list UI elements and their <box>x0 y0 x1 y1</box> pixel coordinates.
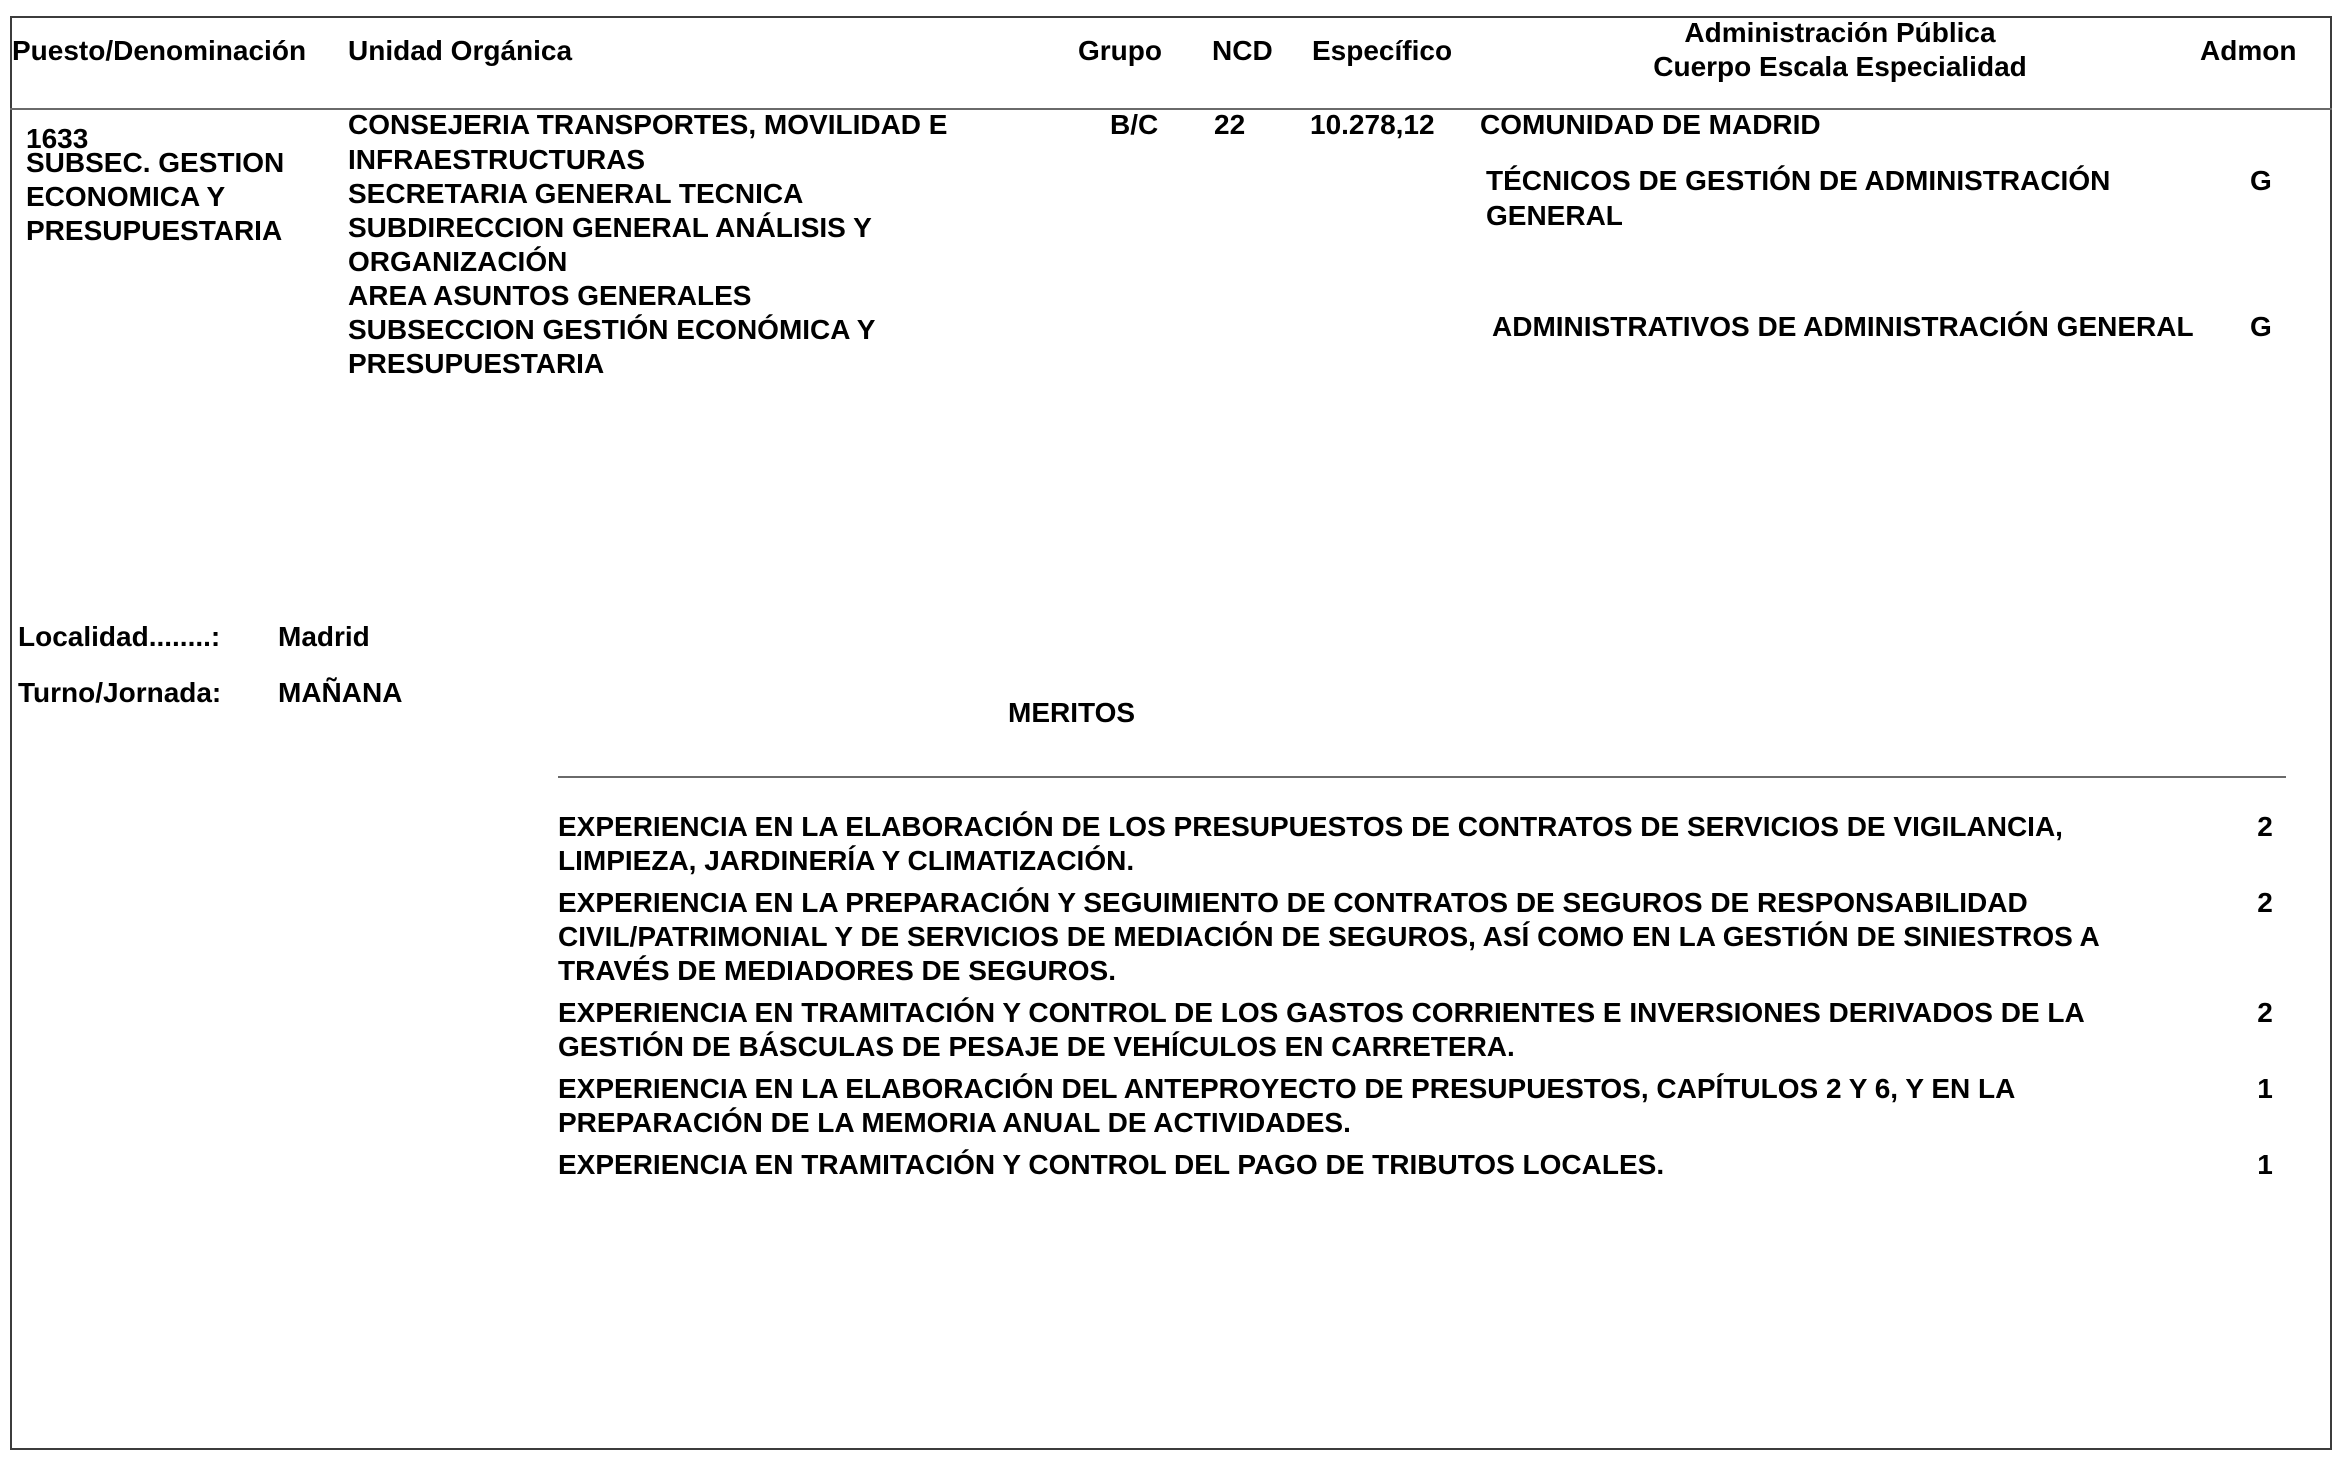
cuerpo-admon: G <box>2250 165 2272 196</box>
header-admin-line1: Administración Pública <box>1684 17 1996 48</box>
unidad-line: PRESUPUESTARIA <box>348 348 605 379</box>
merito-item-text: EXPERIENCIA EN LA PREPARACIÓN Y SEGUIMIENTO DE CONTRATOS DE SEGUROS DE RESPONSABILIDAD CIVIL/PATRIMONIAL Y DE SERVICIOS DE MEDIACIÓN DE SEGUROS, ASÍ COMO EN LA GESTIÓN DE SINIESTROS A TRAVÉS DE MEDIADORES DE SEGUROS. <box>558 887 2099 986</box>
turno-label: Turno/Jornada: <box>18 677 222 708</box>
cuerpo-admon: G <box>2250 311 2272 342</box>
unidad-line: CONSEJERIA TRANSPORTES, MOVILIDAD E <box>348 109 948 140</box>
merito-item-text: EXPERIENCIA EN TRAMITACIÓN Y CONTROL DE LOS GASTOS CORRIENTES E INVERSIONES DERIVADOS DE LA GESTIÓN DE BÁSCULAS DE PESAJE DE VEHÍCULOS EN CARRETERA. <box>558 997 2084 1062</box>
merito-item-text: EXPERIENCIA EN LA ELABORACIÓN DE LOS PRESUPUESTOS DE CONTRATOS DE SERVICIOS DE VIGILANCIA, LIMPIEZA, JARDINERÍA Y CLIMATIZACIÓN. <box>558 811 2063 876</box>
header-grupo: Grupo <box>1078 35 1162 66</box>
meritos-title: MERITOS <box>1008 697 1136 728</box>
grupo-value: B/C <box>1110 109 1159 140</box>
unidad-line: ORGANIZACIÓN <box>348 246 568 277</box>
meritos-divider <box>558 776 2286 778</box>
puesto-denominacion-line: SUBSEC. GESTION <box>26 147 285 178</box>
header-ncd: NCD <box>1212 35 1273 66</box>
header-admon: Admon <box>2200 35 2297 66</box>
puesto-denominacion-line: PRESUPUESTARIA <box>26 215 283 246</box>
merito-item-points: 2 <box>2257 887 2273 918</box>
merito-item-points: 1 <box>2257 1073 2273 1104</box>
merito-item-points: 1 <box>2257 1149 2273 1180</box>
unidad-line: SECRETARIA GENERAL TECNICA <box>348 178 804 209</box>
header-puesto: Puesto/Denominación <box>12 35 307 66</box>
localidad-value: Madrid <box>278 621 370 652</box>
ncd-value: 22 <box>1214 109 1246 140</box>
turno-value: MAÑANA <box>278 677 403 708</box>
merito-item-text: EXPERIENCIA EN TRAMITACIÓN Y CONTROL DEL PAGO DE TRIBUTOS LOCALES. <box>558 1149 1665 1180</box>
localidad-label: Localidad........: <box>18 621 221 652</box>
merito-item-points: 2 <box>2257 811 2273 842</box>
merito-item-points: 2 <box>2257 997 2273 1028</box>
unidad-line: INFRAESTRUCTURAS <box>348 144 646 175</box>
puesto-codigo: 1633 <box>26 123 89 154</box>
unidad-line: SUBDIRECCION GENERAL ANÁLISIS Y <box>348 212 872 243</box>
cuerpo-line: GENERAL <box>1486 200 1623 231</box>
administracion-nombre: COMUNIDAD DE MADRID <box>1480 109 1821 140</box>
especifico-value: 10.278,12 <box>1310 109 1435 140</box>
puesto-denominacion-line: ECONOMICA Y <box>26 181 226 212</box>
cuerpo-line: TÉCNICOS DE GESTIÓN DE ADMINISTRACIÓN <box>1486 165 2111 196</box>
header-especifico: Específico <box>1312 35 1453 66</box>
unidad-line: SUBSECCION GESTIÓN ECONÓMICA Y <box>348 314 876 345</box>
header-unidad: Unidad Orgánica <box>348 35 573 66</box>
unidad-line: AREA ASUNTOS GENERALES <box>348 280 752 311</box>
cuerpo-line: ADMINISTRATIVOS DE ADMINISTRACIÓN GENERAL <box>1492 311 2194 342</box>
header-admin-line2: Cuerpo Escala Especialidad <box>1653 51 2027 82</box>
merito-item-text: EXPERIENCIA EN LA ELABORACIÓN DEL ANTEPROYECTO DE PRESUPUESTOS, CAPÍTULOS 2 Y 6, Y EN LA PREPARACIÓN DE LA MEMORIA ANUAL DE ACTIVIDADES. <box>558 1073 2015 1138</box>
